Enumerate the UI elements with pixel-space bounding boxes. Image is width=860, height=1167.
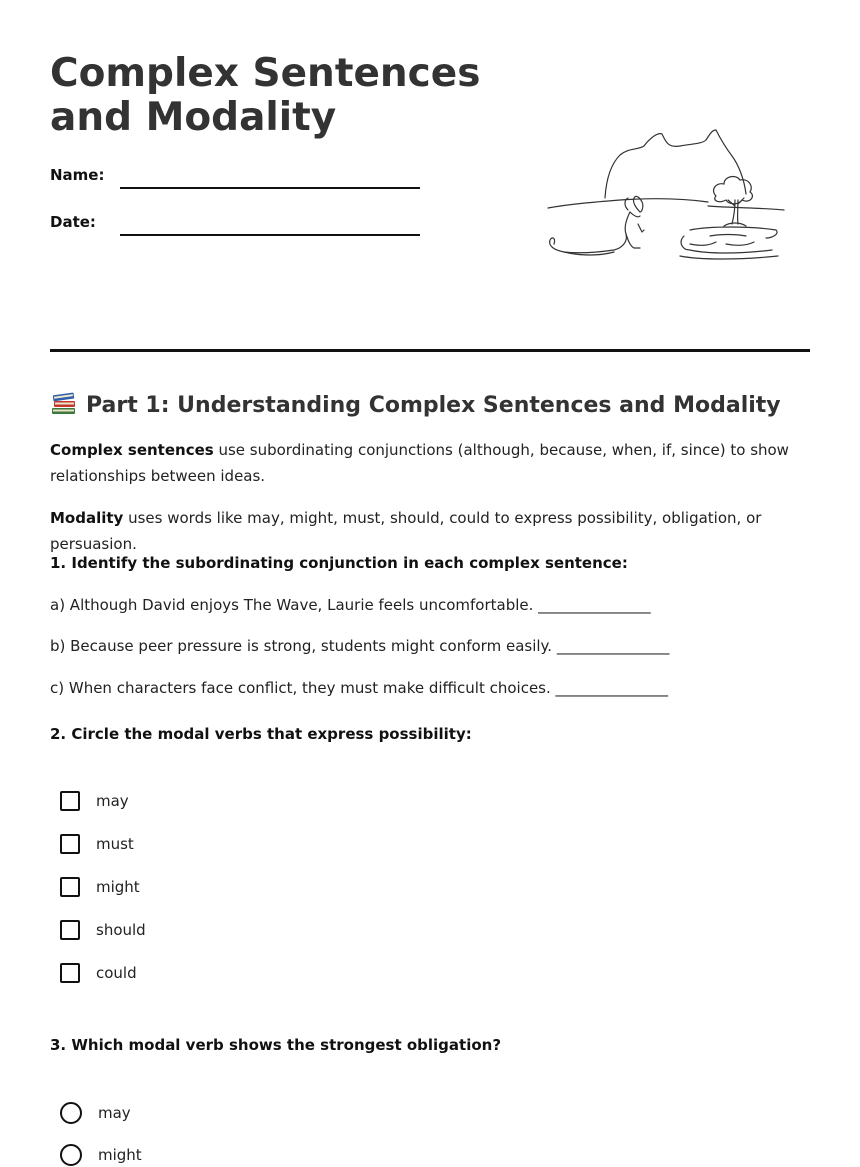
modality-definition — [50, 505, 820, 557]
question-2-prompt: 2. Circle the modal verbs that express possibility: — [50, 725, 472, 743]
q2-option-may[interactable] — [60, 789, 129, 813]
q2-option-could[interactable] — [60, 961, 137, 985]
q1-sentence-a: a) Although David enjoys The Wave, Laurie feels uncomfortable. _______________ — [50, 596, 651, 614]
modality-text: uses words like may, might, must, should, could to express possibility, obligation, or persuasion. — [50, 509, 762, 553]
checkbox[interactable] — [60, 791, 80, 811]
complex-sentences-definition — [50, 437, 820, 489]
section-divider — [50, 349, 810, 352]
checkbox[interactable] — [60, 920, 80, 940]
complex-sentences-text: use subordinating conjunctions (although, because, when, if, since) to show relationships between ideas. — [50, 441, 789, 485]
checkbox[interactable] — [60, 877, 80, 897]
outback-kangaroo-illustration — [540, 120, 790, 265]
option-label: may — [96, 792, 129, 810]
part1-heading — [50, 389, 781, 418]
option-label: might — [96, 878, 140, 896]
part1-heading-text: Part 1: Understanding Complex Sentences and Modality — [86, 393, 781, 418]
option-label: must — [96, 835, 134, 853]
name-label: Name: — [50, 166, 105, 184]
option-label: should — [96, 921, 146, 939]
q2-option-must[interactable] — [60, 832, 134, 856]
q2-option-might[interactable] — [60, 875, 140, 899]
checkbox[interactable] — [60, 963, 80, 983]
option-label: may — [98, 1104, 131, 1122]
checkbox[interactable] — [60, 834, 80, 854]
date-label: Date: — [50, 213, 96, 231]
option-label: could — [96, 964, 137, 982]
q1-sentence-b: b) Because peer pressure is strong, students might conform easily. _______________ — [50, 637, 670, 655]
question-3-prompt: 3. Which modal verb shows the strongest obligation? — [50, 1036, 502, 1054]
q3-option-may[interactable] — [60, 1101, 131, 1125]
radio-button[interactable] — [60, 1144, 82, 1166]
question-1-prompt: 1. Identify the subordinating conjunction in each complex sentence: — [50, 554, 628, 572]
radio-button[interactable] — [60, 1102, 82, 1124]
option-label: might — [98, 1146, 142, 1164]
q2-option-should[interactable] — [60, 918, 146, 942]
q1-sentence-c: c) When characters face conflict, they must make difficult choices. _______________ — [50, 679, 669, 697]
date-field[interactable] — [120, 234, 420, 236]
modality-term: Modality — [50, 509, 124, 527]
books-icon — [50, 389, 78, 417]
worksheet-title: Complex Sentences and Modality — [50, 51, 481, 140]
complex-sentences-term: Complex sentences — [50, 441, 214, 459]
q3-option-might[interactable] — [60, 1143, 142, 1167]
name-field[interactable] — [120, 187, 420, 189]
